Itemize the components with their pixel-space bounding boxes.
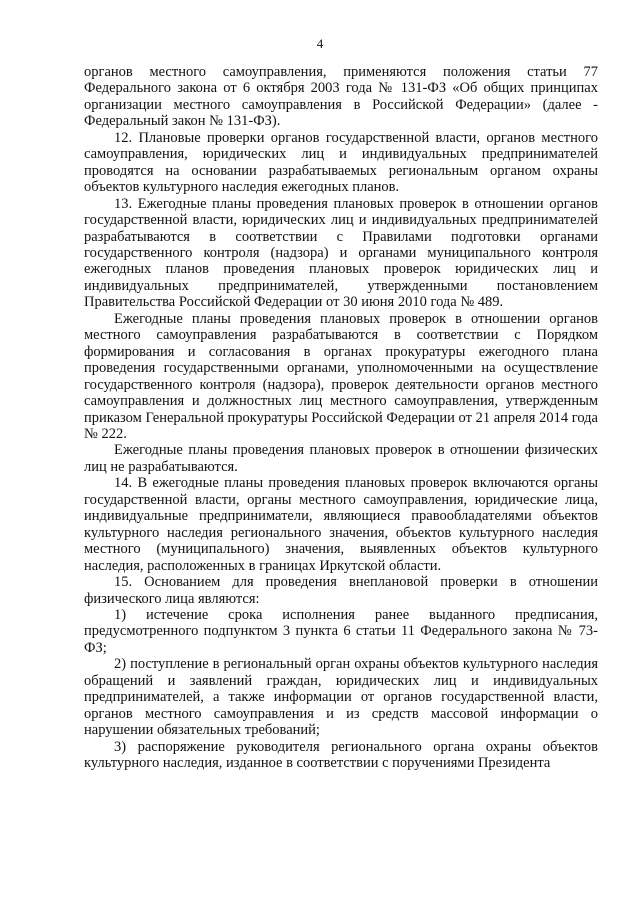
paragraph-13-local-government: Ежегодные планы проведения плановых проверок в отношении органов местного самоуправления разрабатываются в соответствии с Порядком формирования и согласования в органах прокуратуры ежегодного плана проведения государственными органами, уполномоченными на осуществление государственного контроля (надзора), проверок деятельности органов местного самоуправления и должностных лиц местного самоуправления, утвержденным приказом Генеральной прокуратуры Российской Федерации от 21 апреля 2014 года № 222. [84, 310, 598, 442]
paragraph-continuation: органов местного самоуправления, применяются положения статьи 77 Федерального закона от 6 октября 2003 года № 131-ФЗ «Об общих принципах организации местного самоуправления в Российской Федерации» (далее - Федеральный закон № 131-ФЗ). [84, 64, 598, 130]
page-number: 4 [316, 36, 324, 51]
paragraph-12: 12. Плановые проверки органов государственной власти, органов местного самоуправления, юридических лиц и индивидуальных предпринимателей проводятся на основании разрабатываемых региональным органом охраны объектов культурного наследия ежегодных планов. [84, 129, 598, 196]
paragraph-13-individuals: Ежегодные планы проведения плановых проверок в отношении физических лиц не разрабатываются. [84, 442, 598, 475]
paragraph-14: 14. В ежегодные планы проведения плановых проверок включаются органы государственной власти, органы местного самоуправления, юридические лица, индивидуальные предприниматели, являющиеся правообладателями объектов культурного наследия регионального значения, объектов культурного наследия местного (муниципального) значения, выявленных объектов культурного наследия, расположенных в границах Иркутской области. [84, 475, 598, 574]
document-body [84, 64, 598, 771]
paragraph-15-item-2: 2) поступление в региональный орган охраны объектов культурного наследия обращений и заявлений граждан, юридических лиц и индивидуальных предпринимателей, а также информации от органов государственной власти, органов местного самоуправления и из средств массовой информации о нарушении обязательных требований; [84, 656, 598, 739]
paragraph-15: 15. Основанием для проведения внеплановой проверки в отношении физического лица являются: [84, 574, 598, 607]
paragraph-15-item-1: 1) истечение срока исполнения ранее выданного предписания, предусмотренного подпунктом 3 пункта 6 статьи 11 Федерального закона № 73-ФЗ; [84, 606, 598, 656]
paragraph-13: 13. Ежегодные планы проведения плановых проверок в отношении органов государственной власти, юридических лиц и индивидуальных предпринимателей разрабатываются в соответствии с Правилами подготовки органами государственного контроля (надзора) и органами муниципального контроля ежегодных планов проведения плановых проверок юридических лиц и индивидуальных предпринимателей, утвержденными постановлением Правительства Российской Федерации от 30 июня 2010 года № 489. [84, 195, 598, 311]
paragraph-15-item-3: 3) распоряжение руководителя регионального органа охраны объектов культурного наследия, изданное в соответствии с поручениями Президента [84, 738, 598, 772]
